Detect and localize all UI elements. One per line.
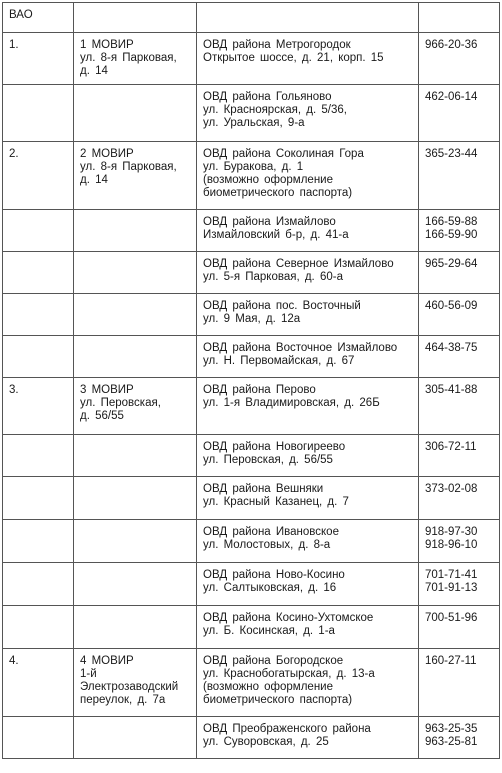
row-number	[3, 85, 74, 142]
office-cell	[74, 717, 197, 759]
table-row	[3, 210, 500, 252]
phone-cell: 460-56-09	[419, 294, 500, 336]
phone-cell: 373-02-08	[419, 477, 500, 520]
phone-cell: 965-29-64	[419, 252, 500, 294]
department-cell: ОВД района Новогиреево ул. Перовская, д. 56/55	[197, 435, 419, 477]
row-number: 4.	[3, 649, 74, 717]
department-cell: ОВД района Ново-Косино ул. Салтыковская, д. 16	[197, 563, 419, 606]
table-row	[3, 477, 500, 520]
office-cell	[74, 435, 197, 477]
table-row	[3, 717, 500, 759]
row-number: 1.	[3, 33, 74, 85]
department-cell: ОВД района Вешняки ул. Красный Казанец, д. 7	[197, 477, 419, 520]
row-number	[3, 477, 74, 520]
table-row	[3, 252, 500, 294]
phone-cell: 365-23-44	[419, 142, 500, 210]
department-cell: ОВД района Северное Измайлово ул. 5-я Парковая, д. 60-а	[197, 252, 419, 294]
department-cell: ОВД района Соколиная Гора ул. Буракова, д. 1 (возможно оформление биометрического паспорта)	[197, 142, 419, 210]
department-cell: ОВД района пос. Восточный ул. 9 Мая, д. 12а	[197, 294, 419, 336]
phone-cell: 966-20-36	[419, 33, 500, 85]
row-number	[3, 294, 74, 336]
document-sheet	[2, 2, 499, 759]
row-number	[3, 563, 74, 606]
department-cell: ОВД района Гольяново ул. Красноярская, д. 5/36, ул. Уральская, 9-а	[197, 85, 419, 142]
police-departments-table	[2, 2, 500, 759]
table-row	[3, 435, 500, 477]
header-empty-cell	[419, 3, 500, 33]
row-number	[3, 606, 74, 649]
office-cell	[74, 336, 197, 378]
row-number: 3.	[3, 378, 74, 435]
table-row	[3, 336, 500, 378]
office-cell	[74, 85, 197, 142]
row-number	[3, 210, 74, 252]
office-cell: 3 МОВИР ул. Перовская, д. 56/55	[74, 378, 197, 435]
phone-cell: 700-51-96	[419, 606, 500, 649]
department-cell: ОВД района Ивановское ул. Молостовых, д. 8-а	[197, 520, 419, 563]
header-row	[3, 3, 500, 33]
office-cell	[74, 210, 197, 252]
office-cell	[74, 252, 197, 294]
row-number	[3, 717, 74, 759]
header-empty-cell	[197, 3, 419, 33]
phone-cell: 701-71-41 701-91-13	[419, 563, 500, 606]
department-cell: ОВД района Измайлово Измайловский б-р, д. 41-а	[197, 210, 419, 252]
table-row	[3, 142, 500, 210]
row-number	[3, 520, 74, 563]
table-row	[3, 378, 500, 435]
office-cell: 2 МОВИР ул. 8-я Парковая, д. 14	[74, 142, 197, 210]
department-cell: ОВД района Косино-Ухтомское ул. Б. Косинская, д. 1-а	[197, 606, 419, 649]
row-number	[3, 336, 74, 378]
phone-cell: 918-97-30 918-96-10	[419, 520, 500, 563]
department-cell: ОВД района Богородское ул. Краснобогатырская, д. 13-а (возможно оформление биометрического паспорта)	[197, 649, 419, 717]
department-cell: ОВД района Перово ул. 1-я Владимировская, д. 26Б	[197, 378, 419, 435]
department-cell: ОВД района Восточное Измайлово ул. Н. Первомайская, д. 67	[197, 336, 419, 378]
table-row	[3, 606, 500, 649]
office-cell	[74, 606, 197, 649]
phone-cell: 464-38-75	[419, 336, 500, 378]
phone-cell: 963-25-35 963-25-81	[419, 717, 500, 759]
office-cell	[74, 563, 197, 606]
department-cell: ОВД Преображенского района ул. Суворовская, д. 25	[197, 717, 419, 759]
table-row	[3, 294, 500, 336]
phone-cell: 462-06-14	[419, 85, 500, 142]
district-cell: ВАО	[3, 3, 74, 33]
phone-cell: 306-72-11	[419, 435, 500, 477]
table-row	[3, 33, 500, 85]
row-number	[3, 435, 74, 477]
row-number	[3, 252, 74, 294]
department-cell: ОВД района Метрогородок Открытое шоссе, д. 21, корп. 15	[197, 33, 419, 85]
header-empty-cell	[74, 3, 197, 33]
office-cell	[74, 477, 197, 520]
office-cell: 4 МОВИР 1-й Электрозаводский переулок, д. 7а	[74, 649, 197, 717]
table-row	[3, 85, 500, 142]
phone-cell: 160-27-11	[419, 649, 500, 717]
table-body	[3, 3, 500, 759]
phone-cell: 305-41-88	[419, 378, 500, 435]
row-number: 2.	[3, 142, 74, 210]
office-cell	[74, 520, 197, 563]
phone-cell: 166-59-88 166-59-90	[419, 210, 500, 252]
table-row	[3, 649, 500, 717]
table-row	[3, 520, 500, 563]
office-cell: 1 МОВИР ул. 8-я Парковая, д. 14	[74, 33, 197, 85]
table-row	[3, 563, 500, 606]
office-cell	[74, 294, 197, 336]
